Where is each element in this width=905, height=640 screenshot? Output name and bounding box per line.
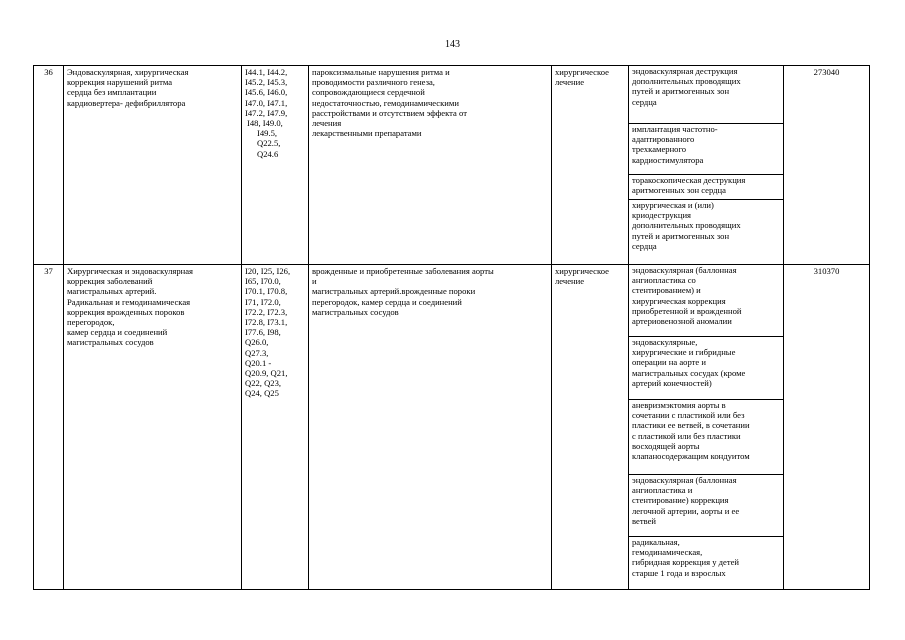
text-line: путей и аритмогенных зон: [632, 86, 730, 97]
text-line: артериовенозной аномалии: [632, 316, 732, 327]
table-row: [34, 265, 870, 590]
text-line: хирургические и гибридные: [632, 347, 736, 358]
price: 310370: [784, 265, 870, 590]
method-item: [629, 537, 783, 578]
text-line: недостаточностью, гемодинамическими: [312, 97, 459, 108]
code-line: Q24, Q25: [245, 388, 279, 399]
text-line: старше 1 года и взрослых: [632, 567, 726, 578]
text-line: сочетании с пластикой или без: [632, 410, 745, 421]
text-line: коррекция заболеваний: [67, 276, 153, 287]
text-line: магистральных артерий.: [67, 286, 157, 297]
text-line: магистральных сосудов: [67, 337, 154, 348]
text-line: расстройствами и отсутствием эффекта от: [312, 107, 467, 118]
text-line: клапаносодержащим кондуитом: [632, 451, 750, 462]
row-number: 37: [34, 265, 64, 590]
text-line: магистральных сосудов: [312, 306, 399, 317]
text-line: гибридная коррекция у детей: [632, 557, 739, 568]
price: 273040: [784, 66, 870, 265]
code-line: I47.2, I47.9,: [245, 107, 288, 118]
text-line: эндоваскулярная (баллонная: [632, 475, 737, 485]
text-line: операции на аорте и: [632, 357, 706, 368]
text-line: путей и аритмогенных зон: [632, 230, 730, 241]
icd-codes: [242, 66, 309, 265]
treatment-type: [552, 66, 629, 265]
row-number: 36: [34, 66, 64, 265]
text-line: лекарственными препаратами: [312, 128, 422, 139]
text-line: лечение: [555, 77, 585, 88]
code-line: Q26.0,: [245, 337, 269, 348]
text-line: камер сердца и соединений: [67, 327, 168, 338]
text-line: ангиопластика со: [632, 275, 696, 286]
text-line: с пластикой или без пластики: [632, 430, 741, 441]
text-line: эндоваскулярная (баллонная: [632, 265, 737, 275]
text-line: сопровождающиеся сердечной: [312, 87, 425, 98]
code-line: Q20.9, Q21,: [245, 368, 288, 379]
text-line: лечения: [312, 118, 342, 129]
code-line: Q24.6: [257, 148, 279, 159]
code-line: I71, I72.0,: [245, 296, 281, 307]
code-line: I70.1, I70.8,: [245, 286, 288, 297]
text-line: Эндоваскулярная, хирургическая: [67, 67, 189, 77]
text-line: эндоваскулярная деструкция: [632, 66, 738, 76]
text-line: врожденные и приобретенные заболевания аорты: [312, 266, 494, 276]
text-line: дополнительных проводящих: [632, 76, 741, 87]
icd-codes: [242, 265, 309, 590]
code-line: Q22, Q23,: [245, 378, 282, 389]
text-line: перегородок, камер сердца и соединений: [312, 296, 462, 307]
text-line: приобретенной и врожденной: [632, 305, 742, 316]
code-line: I45.2, I45.3,: [245, 77, 288, 88]
code-line: I20, I25, I26,: [245, 266, 291, 276]
text-line: сердца: [632, 96, 657, 107]
text-line: хирургическая коррекция: [632, 295, 726, 306]
code-line: I49.5,: [257, 128, 278, 139]
treatment-methods: [629, 265, 784, 590]
method-item: [629, 175, 783, 200]
text-line: торакоскопическая деструкция: [632, 175, 746, 185]
text-line: ветвей: [632, 515, 656, 526]
method-item: [629, 200, 783, 251]
text-line: пластики ее ветвей, в сочетании: [632, 420, 750, 431]
text-line: аритмогенных зон сердца: [632, 185, 726, 196]
method-item: [629, 337, 783, 400]
code-line: I47.0, I47.1,: [245, 97, 288, 108]
text-line: трехкамерного: [632, 144, 687, 155]
method-item: [629, 400, 783, 475]
treatment-methods: [629, 66, 784, 265]
method-item: [629, 475, 783, 537]
code-line: I48, I49.0,: [247, 118, 283, 129]
text-line: хирургическое: [555, 67, 609, 77]
text-line: стентированием) и: [632, 285, 701, 296]
text-line: ангиопластика и: [632, 485, 693, 496]
text-line: восходящей аорты: [632, 440, 700, 451]
text-line: пароксизмальные нарушения ритма и: [312, 67, 450, 77]
text-line: стентирование) коррекция: [632, 495, 729, 506]
code-line: I65, I70.0,: [245, 276, 281, 287]
code-line: I77.6, I98,: [245, 327, 281, 338]
text-line: перегородок,: [67, 317, 115, 328]
table-row: [34, 66, 870, 265]
code-line: I45.6, I46.0,: [245, 87, 288, 98]
text-line: радикальная,: [632, 537, 680, 547]
code-line: Q22.5,: [257, 138, 281, 149]
text-line: аневризмэктомия аорты в: [632, 400, 726, 410]
text-line: кардиостимулятора: [632, 154, 704, 165]
page-number: 143: [445, 39, 460, 50]
text-line: криодеструкция: [632, 210, 692, 221]
text-line: Хирургическая и эндоваскулярная: [67, 266, 193, 276]
text-line: эндоваскулярные,: [632, 337, 698, 347]
text-line: сердца без имплантации: [67, 87, 157, 98]
text-line: лечение: [555, 276, 585, 287]
text-line: артерий конечностей): [632, 377, 712, 388]
text-line: Радикальная и гемодинамическая: [67, 296, 191, 307]
procedures-table: [33, 65, 870, 590]
text-line: имплантация частотно-: [632, 124, 718, 134]
code-line: I72.8, I73.1,: [245, 317, 288, 328]
code-line: I72.2, I72.3,: [245, 306, 288, 317]
text-line: хирургическое: [555, 266, 609, 276]
text-line: и: [312, 276, 317, 287]
procedure-name: [64, 265, 242, 590]
text-line: гемодинамическая,: [632, 547, 703, 558]
text-line: легочной артерии, аорты и ее: [632, 505, 740, 516]
method-item: [629, 66, 783, 124]
procedure-name: [64, 66, 242, 265]
text-line: проводимости различного генеза,: [312, 77, 435, 88]
method-item: [629, 265, 783, 337]
method-item: [629, 124, 783, 175]
treatment-type: [552, 265, 629, 590]
text-line: хирургическая и (или): [632, 200, 714, 210]
text-line: сердца: [632, 240, 657, 251]
text-line: кардиовертера- дефибриллятора: [67, 97, 186, 108]
text-line: магистральных сосудах (кроме: [632, 367, 746, 378]
text-line: коррекция нарушений ритма: [67, 77, 173, 88]
code-line: I44.1, I44.2,: [245, 67, 288, 77]
text-line: магистральных артерий.врожденные пороки: [312, 286, 476, 297]
text-line: адаптированного: [632, 134, 695, 145]
code-line: Q20.1 -: [245, 357, 272, 368]
text-line: дополнительных проводящих: [632, 220, 741, 231]
diagnosis: [309, 66, 552, 265]
text-line: коррекция врожденных пороков: [67, 306, 185, 317]
code-line: Q27.3,: [245, 347, 269, 358]
diagnosis: [309, 265, 552, 590]
